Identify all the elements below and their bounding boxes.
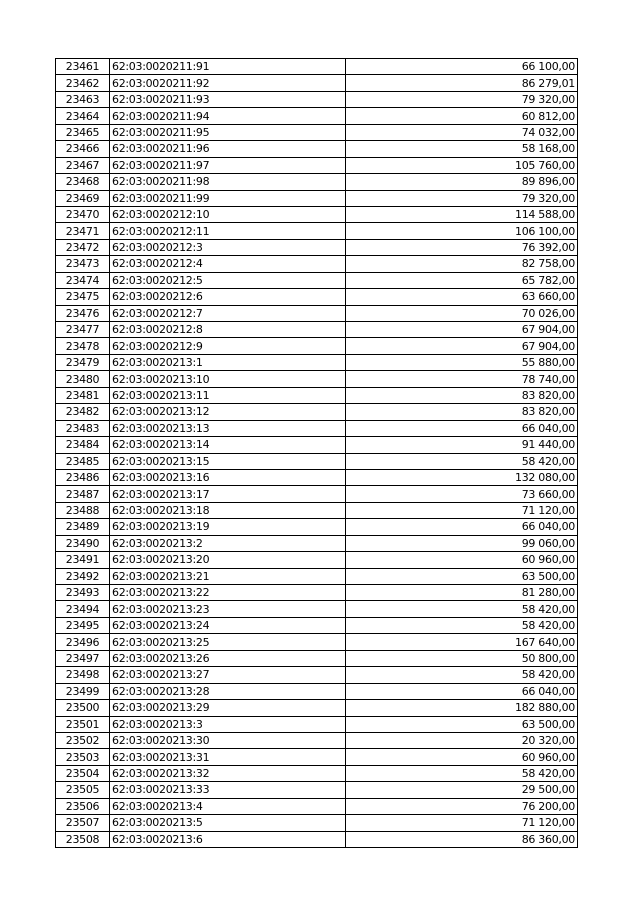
cadastral-number-cell: 62:03:0020212:6 bbox=[110, 289, 346, 305]
cadastral-number-cell: 62:03:0020213:17 bbox=[110, 486, 346, 502]
cadastral-value-cell: 86 279,01 bbox=[346, 75, 578, 91]
cadastral-value-cell: 78 740,00 bbox=[346, 371, 578, 387]
cadastral-value-cell: 67 904,00 bbox=[346, 338, 578, 354]
table-row bbox=[56, 765, 578, 781]
cadastral-number-cell: 62:03:0020213:19 bbox=[110, 519, 346, 535]
table-row bbox=[56, 354, 578, 370]
row-number-cell: 23475 bbox=[56, 289, 110, 305]
cadastral-number-cell: 62:03:0020213:5 bbox=[110, 815, 346, 831]
cadastral-number-cell: 62:03:0020213:11 bbox=[110, 387, 346, 403]
cadastral-value-cell: 58 420,00 bbox=[346, 453, 578, 469]
row-number-cell: 23498 bbox=[56, 667, 110, 683]
cadastral-number-cell: 62:03:0020213:3 bbox=[110, 716, 346, 732]
row-number-cell: 23479 bbox=[56, 354, 110, 370]
table-row bbox=[56, 174, 578, 190]
table-row bbox=[56, 650, 578, 666]
cadastral-value-cell: 167 640,00 bbox=[346, 634, 578, 650]
row-number-cell: 23494 bbox=[56, 601, 110, 617]
table-row bbox=[56, 437, 578, 453]
cadastral-value-cell: 81 280,00 bbox=[346, 585, 578, 601]
cadastral-number-cell: 62:03:0020213:25 bbox=[110, 634, 346, 650]
row-number-cell: 23493 bbox=[56, 585, 110, 601]
table-row bbox=[56, 568, 578, 584]
table-row bbox=[56, 815, 578, 831]
row-number-cell: 23470 bbox=[56, 206, 110, 222]
cadastral-value-cell: 66 100,00 bbox=[346, 59, 578, 75]
cadastral-value-cell: 83 820,00 bbox=[346, 387, 578, 403]
cadastral-value-cell: 50 800,00 bbox=[346, 650, 578, 666]
cadastral-value-cell: 58 420,00 bbox=[346, 601, 578, 617]
table-body bbox=[56, 59, 578, 848]
cadastral-number-cell: 62:03:0020213:20 bbox=[110, 552, 346, 568]
cadastral-value-cell: 114 588,00 bbox=[346, 206, 578, 222]
row-number-cell: 23468 bbox=[56, 174, 110, 190]
cadastral-number-cell: 62:03:0020213:30 bbox=[110, 732, 346, 748]
cadastral-number-cell: 62:03:0020213:32 bbox=[110, 765, 346, 781]
table-row bbox=[56, 91, 578, 107]
cadastral-value-cell: 182 880,00 bbox=[346, 700, 578, 716]
table-row bbox=[56, 519, 578, 535]
table-row bbox=[56, 486, 578, 502]
cadastral-number-cell: 62:03:0020213:18 bbox=[110, 502, 346, 518]
table-row bbox=[56, 831, 578, 847]
cadastral-value-cell: 83 820,00 bbox=[346, 404, 578, 420]
cadastral-number-cell: 62:03:0020212:8 bbox=[110, 322, 346, 338]
table-row bbox=[56, 305, 578, 321]
cadastral-value-cell: 76 392,00 bbox=[346, 239, 578, 255]
cadastral-number-cell: 62:03:0020213:1 bbox=[110, 354, 346, 370]
cadastral-value-cell: 99 060,00 bbox=[346, 535, 578, 551]
cadastral-value-cell: 76 200,00 bbox=[346, 798, 578, 814]
table-row bbox=[56, 716, 578, 732]
cadastral-value-cell: 86 360,00 bbox=[346, 831, 578, 847]
table-row bbox=[56, 552, 578, 568]
table-row bbox=[56, 75, 578, 91]
cadastral-value-cell: 63 500,00 bbox=[346, 716, 578, 732]
row-number-cell: 23496 bbox=[56, 634, 110, 650]
table-row bbox=[56, 206, 578, 222]
row-number-cell: 23490 bbox=[56, 535, 110, 551]
table-row bbox=[56, 108, 578, 124]
row-number-cell: 23473 bbox=[56, 256, 110, 272]
cadastral-value-cell: 67 904,00 bbox=[346, 322, 578, 338]
cadastral-value-cell: 58 420,00 bbox=[346, 765, 578, 781]
table-row bbox=[56, 453, 578, 469]
row-number-cell: 23476 bbox=[56, 305, 110, 321]
row-number-cell: 23480 bbox=[56, 371, 110, 387]
table-row bbox=[56, 223, 578, 239]
row-number-cell: 23499 bbox=[56, 683, 110, 699]
row-number-cell: 23477 bbox=[56, 322, 110, 338]
row-number-cell: 23497 bbox=[56, 650, 110, 666]
cadastral-number-cell: 62:03:0020213:12 bbox=[110, 404, 346, 420]
cadastral-value-cell: 132 080,00 bbox=[346, 469, 578, 485]
row-number-cell: 23471 bbox=[56, 223, 110, 239]
cadastral-value-cell: 73 660,00 bbox=[346, 486, 578, 502]
table-row bbox=[56, 798, 578, 814]
cadastral-value-cell: 66 040,00 bbox=[346, 683, 578, 699]
cadastral-value-cell: 89 896,00 bbox=[346, 174, 578, 190]
cadastral-number-cell: 62:03:0020213:31 bbox=[110, 749, 346, 765]
table-row bbox=[56, 420, 578, 436]
table-row bbox=[56, 59, 578, 75]
table-row bbox=[56, 124, 578, 140]
table-row bbox=[56, 683, 578, 699]
row-number-cell: 23483 bbox=[56, 420, 110, 436]
row-number-cell: 23505 bbox=[56, 782, 110, 798]
cadastral-number-cell: 62:03:0020211:91 bbox=[110, 59, 346, 75]
cadastral-value-cell: 63 660,00 bbox=[346, 289, 578, 305]
cadastral-number-cell: 62:03:0020213:10 bbox=[110, 371, 346, 387]
row-number-cell: 23462 bbox=[56, 75, 110, 91]
table-row bbox=[56, 338, 578, 354]
table-row bbox=[56, 272, 578, 288]
row-number-cell: 23508 bbox=[56, 831, 110, 847]
cadastral-value-cell: 70 026,00 bbox=[346, 305, 578, 321]
cadastral-number-cell: 62:03:0020213:33 bbox=[110, 782, 346, 798]
row-number-cell: 23467 bbox=[56, 157, 110, 173]
cadastral-number-cell: 62:03:0020213:13 bbox=[110, 420, 346, 436]
row-number-cell: 23474 bbox=[56, 272, 110, 288]
table-row bbox=[56, 667, 578, 683]
cadastral-value-cell: 29 500,00 bbox=[346, 782, 578, 798]
table-row bbox=[56, 502, 578, 518]
row-number-cell: 23472 bbox=[56, 239, 110, 255]
row-number-cell: 23502 bbox=[56, 732, 110, 748]
row-number-cell: 23501 bbox=[56, 716, 110, 732]
row-number-cell: 23464 bbox=[56, 108, 110, 124]
row-number-cell: 23491 bbox=[56, 552, 110, 568]
row-number-cell: 23503 bbox=[56, 749, 110, 765]
row-number-cell: 23465 bbox=[56, 124, 110, 140]
cadastral-value-cell: 82 758,00 bbox=[346, 256, 578, 272]
row-number-cell: 23485 bbox=[56, 453, 110, 469]
cadastral-value-cell: 71 120,00 bbox=[346, 502, 578, 518]
cadastral-number-cell: 62:03:0020211:96 bbox=[110, 141, 346, 157]
table-row bbox=[56, 782, 578, 798]
cadastral-value-cell: 105 760,00 bbox=[346, 157, 578, 173]
cadastral-value-cell: 66 040,00 bbox=[346, 519, 578, 535]
row-number-cell: 23486 bbox=[56, 469, 110, 485]
cadastral-number-cell: 62:03:0020212:7 bbox=[110, 305, 346, 321]
cadastral-value-cell: 58 168,00 bbox=[346, 141, 578, 157]
cadastral-value-cell: 20 320,00 bbox=[346, 732, 578, 748]
cadastral-number-cell: 62:03:0020212:10 bbox=[110, 206, 346, 222]
cadastral-value-cell: 58 420,00 bbox=[346, 667, 578, 683]
cadastral-number-cell: 62:03:0020212:3 bbox=[110, 239, 346, 255]
row-number-cell: 23469 bbox=[56, 190, 110, 206]
row-number-cell: 23492 bbox=[56, 568, 110, 584]
cadastral-value-cell: 66 040,00 bbox=[346, 420, 578, 436]
cadastral-value-cell: 63 500,00 bbox=[346, 568, 578, 584]
table-row bbox=[56, 289, 578, 305]
row-number-cell: 23507 bbox=[56, 815, 110, 831]
row-number-cell: 23488 bbox=[56, 502, 110, 518]
cadastral-number-cell: 62:03:0020213:22 bbox=[110, 585, 346, 601]
cadastral-number-cell: 62:03:0020213:16 bbox=[110, 469, 346, 485]
cadastral-number-cell: 62:03:0020211:99 bbox=[110, 190, 346, 206]
table-row bbox=[56, 322, 578, 338]
row-number-cell: 23504 bbox=[56, 765, 110, 781]
table-row bbox=[56, 190, 578, 206]
cadastral-value-cell: 58 420,00 bbox=[346, 617, 578, 633]
cadastral-number-cell: 62:03:0020213:29 bbox=[110, 700, 346, 716]
table-row bbox=[56, 634, 578, 650]
cadastral-number-cell: 62:03:0020213:24 bbox=[110, 617, 346, 633]
cadastral-number-cell: 62:03:0020211:98 bbox=[110, 174, 346, 190]
row-number-cell: 23461 bbox=[56, 59, 110, 75]
table-row bbox=[56, 371, 578, 387]
cadastral-number-cell: 62:03:0020212:11 bbox=[110, 223, 346, 239]
cadastral-number-cell: 62:03:0020211:97 bbox=[110, 157, 346, 173]
row-number-cell: 23506 bbox=[56, 798, 110, 814]
table-row bbox=[56, 141, 578, 157]
cadastral-value-cell: 65 782,00 bbox=[346, 272, 578, 288]
table-row bbox=[56, 601, 578, 617]
row-number-cell: 23484 bbox=[56, 437, 110, 453]
cadastral-value-cell: 55 880,00 bbox=[346, 354, 578, 370]
row-number-cell: 23466 bbox=[56, 141, 110, 157]
table-row bbox=[56, 404, 578, 420]
table-row bbox=[56, 387, 578, 403]
cadastral-value-cell: 71 120,00 bbox=[346, 815, 578, 831]
table-row bbox=[56, 700, 578, 716]
cadastral-value-cell: 79 320,00 bbox=[346, 91, 578, 107]
table-row bbox=[56, 749, 578, 765]
cadastral-value-cell: 106 100,00 bbox=[346, 223, 578, 239]
row-number-cell: 23500 bbox=[56, 700, 110, 716]
table-row bbox=[56, 157, 578, 173]
cadastral-number-cell: 62:03:0020213:15 bbox=[110, 453, 346, 469]
cadastral-number-cell: 62:03:0020213:28 bbox=[110, 683, 346, 699]
cadastral-number-cell: 62:03:0020212:9 bbox=[110, 338, 346, 354]
cadastral-number-cell: 62:03:0020213:2 bbox=[110, 535, 346, 551]
cadastral-number-cell: 62:03:0020213:14 bbox=[110, 437, 346, 453]
cadastral-value-cell: 60 960,00 bbox=[346, 552, 578, 568]
cadastral-number-cell: 62:03:0020213:4 bbox=[110, 798, 346, 814]
cadastral-number-cell: 62:03:0020211:92 bbox=[110, 75, 346, 91]
row-number-cell: 23487 bbox=[56, 486, 110, 502]
table-row bbox=[56, 535, 578, 551]
cadastral-number-cell: 62:03:0020213:21 bbox=[110, 568, 346, 584]
cadastral-number-cell: 62:03:0020212:4 bbox=[110, 256, 346, 272]
table-row bbox=[56, 585, 578, 601]
table-row bbox=[56, 256, 578, 272]
row-number-cell: 23482 bbox=[56, 404, 110, 420]
cadastral-number-cell: 62:03:0020213:23 bbox=[110, 601, 346, 617]
table-row bbox=[56, 239, 578, 255]
cadastral-value-cell: 91 440,00 bbox=[346, 437, 578, 453]
cadastral-value-cell: 74 032,00 bbox=[346, 124, 578, 140]
cadastral-number-cell: 62:03:0020211:93 bbox=[110, 91, 346, 107]
cadastral-value-table bbox=[55, 58, 578, 848]
row-number-cell: 23463 bbox=[56, 91, 110, 107]
cadastral-number-cell: 62:03:0020213:27 bbox=[110, 667, 346, 683]
cadastral-value-cell: 60 960,00 bbox=[346, 749, 578, 765]
table-row bbox=[56, 469, 578, 485]
table-row bbox=[56, 732, 578, 748]
table-row bbox=[56, 617, 578, 633]
row-number-cell: 23489 bbox=[56, 519, 110, 535]
row-number-cell: 23478 bbox=[56, 338, 110, 354]
cadastral-number-cell: 62:03:0020211:95 bbox=[110, 124, 346, 140]
row-number-cell: 23495 bbox=[56, 617, 110, 633]
cadastral-number-cell: 62:03:0020213:6 bbox=[110, 831, 346, 847]
cadastral-number-cell: 62:03:0020212:5 bbox=[110, 272, 346, 288]
cadastral-value-cell: 60 812,00 bbox=[346, 108, 578, 124]
cadastral-number-cell: 62:03:0020211:94 bbox=[110, 108, 346, 124]
cadastral-number-cell: 62:03:0020213:26 bbox=[110, 650, 346, 666]
row-number-cell: 23481 bbox=[56, 387, 110, 403]
cadastral-value-cell: 79 320,00 bbox=[346, 190, 578, 206]
